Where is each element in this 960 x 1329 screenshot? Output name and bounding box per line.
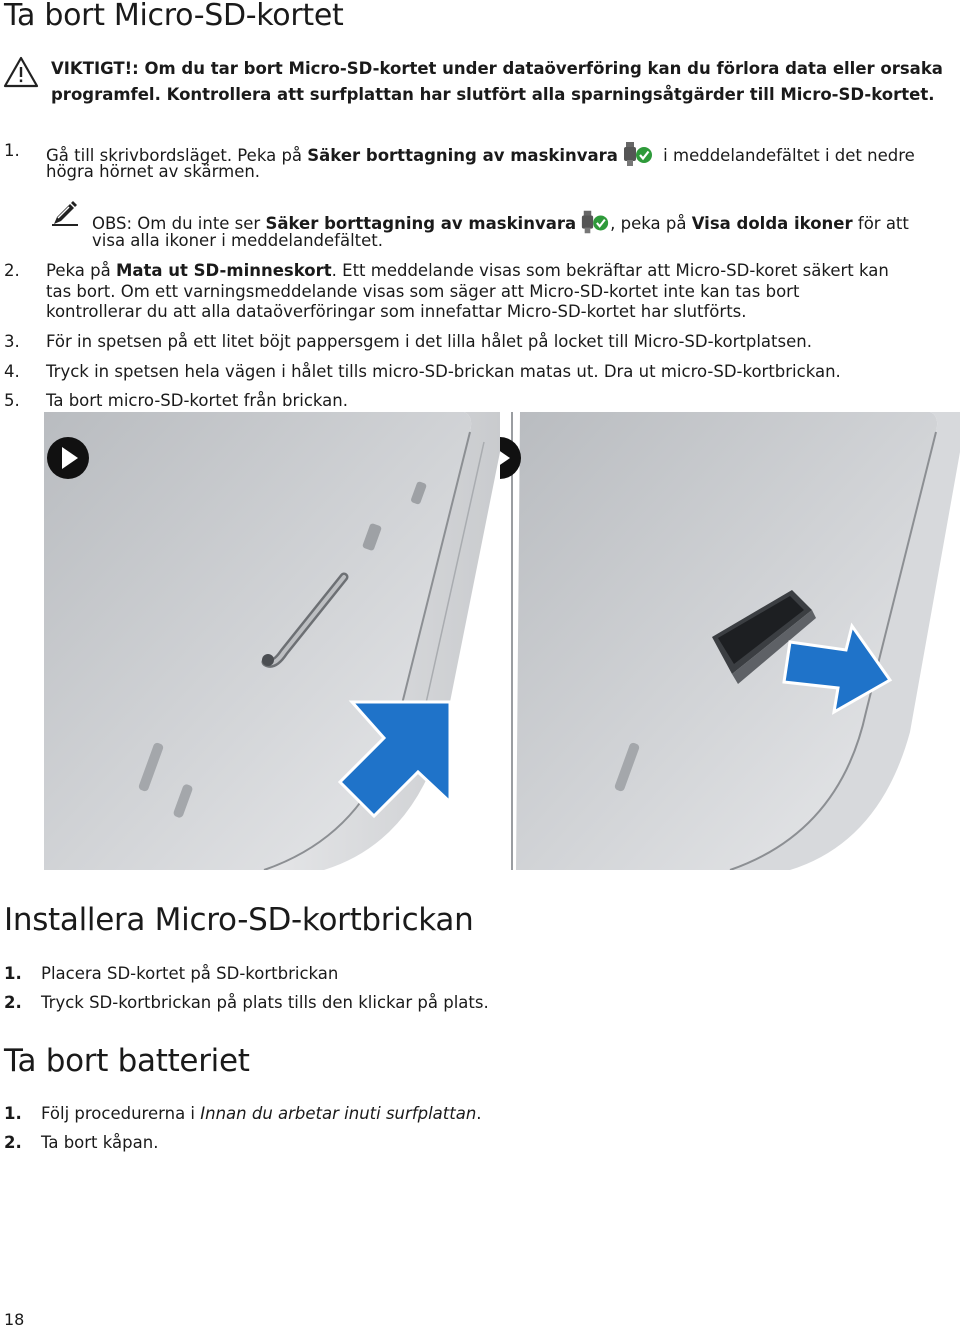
warning-line-1: VIKTIGT!: Om du tar bort Micro-SD-kortet under dataöverföring kan du förlora data eller orsaka: [51, 59, 943, 78]
step-1-line-2: högra hörnet av skärmen.: [46, 162, 261, 181]
battery-step-1-pre: Följ procedurerna i: [41, 1104, 201, 1123]
step-2-text-post: . Ett meddelande visas som bekräftar att Micro-SD-koret säkert kan: [331, 261, 889, 280]
step-1-text-pre: Gå till skrivbordsläget. Peka på: [46, 146, 308, 165]
note-text-pre: OBS: Om du inte ser: [92, 214, 266, 233]
step-1-text-bold: Säker borttagning av maskinvara: [307, 146, 618, 165]
step-2-number: 2.: [4, 261, 20, 280]
step-4-number: 4.: [4, 362, 20, 381]
battery-step-1-number: 1.: [4, 1104, 22, 1123]
install-step-2-text: Tryck SD-kortbrickan på plats tills den klickar på plats.: [41, 993, 489, 1012]
step-2-line-3: kontrollerar du att alla dataöverföringar som innefattar Micro-SD-kortet har slutförts.: [46, 302, 747, 321]
step-5-text: Ta bort micro-SD-kortet från brickan.: [46, 391, 348, 410]
step-2-line-2: tas bort. Om ett varningsmeddelande visas som säger att Micro-SD-kortet inte kan tas bort: [46, 282, 800, 301]
note-line-2: visa alla ikoner i meddelandefältet.: [92, 231, 383, 250]
step-1-number: 1.: [4, 141, 20, 160]
battery-step-1-text: [41, 1104, 482, 1125]
illustration-insert-pin: [44, 412, 500, 870]
section-title-install-tray: Installera Micro-SD-kortbrickan: [4, 902, 474, 938]
note-text-mid: , peka på: [610, 214, 692, 233]
note-text-bold-1: Säker borttagning av maskinvara: [265, 214, 577, 233]
battery-step-2-text: Ta bort kåpan.: [41, 1133, 159, 1152]
play-icon: [500, 436, 522, 480]
step-2-text-pre: Peka på: [46, 261, 116, 280]
note-text-post: för att: [852, 214, 909, 233]
play-icon: [46, 436, 90, 480]
install-step-1-number: 1.: [4, 964, 22, 983]
step-2-text-bold: Mata ut SD-minneskort: [115, 261, 332, 280]
step-3-number: 3.: [4, 332, 20, 351]
step-2-line-1: [46, 261, 889, 282]
step-4-text: Tryck in spetsen hela vägen i hålet tills micro-SD-brickan matas ut. Dra ut micro-SD-kortbrickan.: [46, 362, 841, 381]
note-text-bold-2: Visa dolda ikoner: [691, 214, 853, 233]
safely-remove-hardware-icon: [580, 209, 610, 235]
warning-line-2: programfel. Kontrollera att surfplattan har slutfört alla sparningsåtgärder till Micro-SD-kortet.: [51, 85, 935, 104]
step-5-number: 5.: [4, 391, 20, 410]
section-title-remove-battery: Ta bort batteriet: [4, 1043, 250, 1079]
step-1-text-post: i meddelandefältet i det nedre: [657, 146, 915, 165]
note-pencil-icon: [52, 200, 78, 226]
section-title-remove-sd: Ta bort Micro-SD-kortet: [4, 0, 344, 33]
battery-step-1-link: Innan du arbetar inuti surfplattan: [200, 1104, 477, 1123]
illustration-remove-tray: [500, 412, 960, 870]
step-3-text: För in spetsen på ett litet böjt pappersgem i det lilla hålet på locket till Micro-SD-kortplatsen.: [46, 332, 812, 351]
safely-remove-hardware-icon: [622, 141, 654, 167]
page-number: 18: [4, 1310, 25, 1329]
warning-icon: [3, 56, 39, 88]
battery-step-1-post: .: [476, 1104, 482, 1123]
battery-step-2-number: 2.: [4, 1133, 22, 1152]
install-step-2-number: 2.: [4, 993, 22, 1012]
install-step-1-text: Placera SD-kortet på SD-kortbrickan: [41, 964, 339, 983]
